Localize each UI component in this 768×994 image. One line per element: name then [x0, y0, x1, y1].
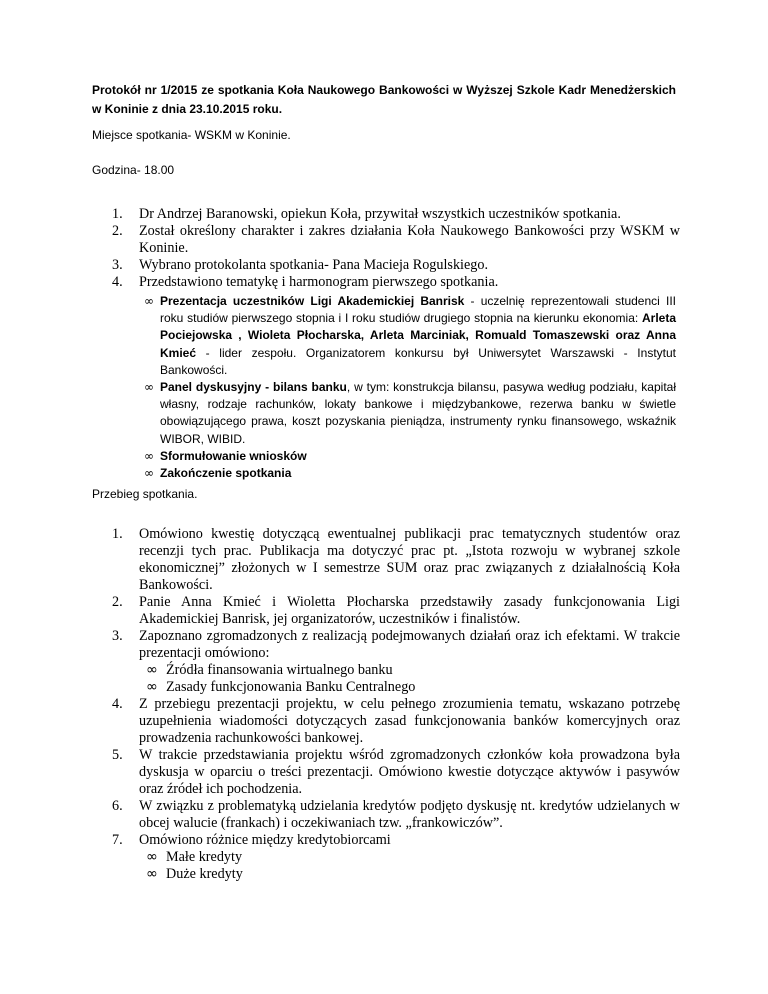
sub-item: ∞ Źródła finansowania wirtualnego banku [146, 662, 393, 678]
agenda-item: 2. Został określony charakter i zakres działania Koła Naukowego Bankowości przy WSKM w Koninie. [112, 223, 680, 256]
agenda-bullet: ∞ Panel dyskusyjny - bilans banku, w tym: konstrukcja bilansu, pasywa według podziału, kapitał własny, rodzaje rachunków, lokaty bankowe i międzybankowe, rezerwa banku w świetle obowiązującego prawa, koszt pozyskania pieniądza, instrumenty rynku finansowego, wskaźnik WIBOR, WIBID. [144, 380, 676, 446]
meeting-place: Miejsce spotkania- WSKM w Koninie. [92, 128, 291, 142]
bullet-icon: ∞ [144, 380, 154, 395]
agenda-item: 1. Dr Andrzej Baranowski, opiekun Koła, przywitał wszystkich uczestników spotkania. [112, 206, 621, 222]
bullet-icon: ∞ [146, 662, 158, 678]
bullet-icon: ∞ [144, 466, 154, 481]
protocol-title: Protokół nr 1/2015 ze spotkania Koła Naukowego Bankowości w Wyższej Szkole Kadr Menedżerskich w Koninie z dnia 23.10.2015 roku. [92, 83, 676, 116]
course-item: 4. Z przebiegu prezentacji projektu, w celu pełnego zrozumienia tematu, wskazano potrzebę uzupełnienia wiadomości dotyczących zasad funkcjonowania banków komercyjnych oraz prowadzenia rachunkowości bankowej. [112, 696, 680, 746]
bullet-icon: ∞ [146, 849, 158, 865]
meeting-time: Godzina- 18.00 [92, 163, 175, 177]
agenda-bullet: ∞ Prezentacja uczestników Ligi Akademickiej Banrisk - uczelnię reprezentowali studenci III roku studiów pierwszego stopnia i I roku studiów drugiego stopnia na kierunku ekonomia: Arleta Pociejowska , Wioleta Płocharska, Arleta Marciniak, Romuald Tomaszewski oraz Anna Kmieć - lider zespołu. Organizatorem konkursu był Uniwersytet Warszawski - Instytut Bankowości. [144, 294, 676, 377]
bullet-icon: ∞ [146, 866, 158, 882]
bullet-icon: ∞ [144, 448, 154, 463]
agenda-item: 4. Przedstawiono tematykę i harmonogram pierwszego spotkania. [112, 274, 499, 290]
agenda-bullet-list [144, 293, 676, 482]
course-item: 1. Omówiono kwestię dotyczącą ewentualnej publikacji prac tematycznych studentów oraz recenzji tych prac. Publikacja ma dotyczyć prac pt. „Istota rozwoju w wybranej szkole ekonomicznej” złożonych w I semestrze SUM oraz prac związanych z działalnością Koła Bankowości. [112, 526, 680, 593]
agenda-list [112, 206, 680, 291]
sub-item: ∞ Zasady funkcjonowania Banku Centralnego [146, 679, 416, 695]
sub-item: ∞ Małe kredyty [146, 849, 243, 865]
bullet-icon: ∞ [144, 294, 154, 308]
course-item: 6. W związku z problematyką udzielania kredytów podjęto dyskusję nt. kredytów udzielanych w obcej walucie (frankach) i oczekiwaniach tzw. „frankowiczów”. [112, 798, 680, 831]
course-item: 7. Omówiono różnice między kredytobiorcami ∞ Małe kredyty ∞ Duże kredyty [112, 832, 680, 883]
sub-list [146, 662, 680, 696]
agenda-bullet: ∞ Sformułowanie wniosków [144, 448, 676, 465]
course-item: 2. Panie Anna Kmieć i Wioletta Płocharska przedstawiły zasady funkcjonowania Ligi Akademickiej Banrisk, jej organizatorów, uczestników i finalistów. [112, 594, 680, 627]
agenda-item: 3. Wybrano protokolanta spotkania- Pana Macieja Rogulskiego. [112, 257, 489, 273]
bullet-icon: ∞ [146, 679, 158, 695]
course-item: 5. W trakcie przedstawiania projektu wśród zgromadzonych członków koła prowadzona była dyskusja w oparciu o treści prezentacji. Omówiono kwestie dotyczące aktywów i pasywów oraz źródeł ich pochodzenia. [112, 747, 680, 797]
course-list [112, 526, 680, 883]
sub-item: ∞ Duże kredyty [146, 866, 243, 882]
agenda-bullet: ∞ Zakończenie spotkania [144, 465, 676, 482]
section-heading: Przebieg spotkania. [92, 487, 198, 501]
course-item: 3. Zapoznano zgromadzonych z realizacją podejmowanych działań oraz ich efektami. W trakcie prezentacji omówiono: ∞ Źródła finansowania wirtualnego banku ∞ Zasady funkcjonowania Banku Centralnego [112, 628, 680, 695]
sub-list [146, 849, 680, 883]
